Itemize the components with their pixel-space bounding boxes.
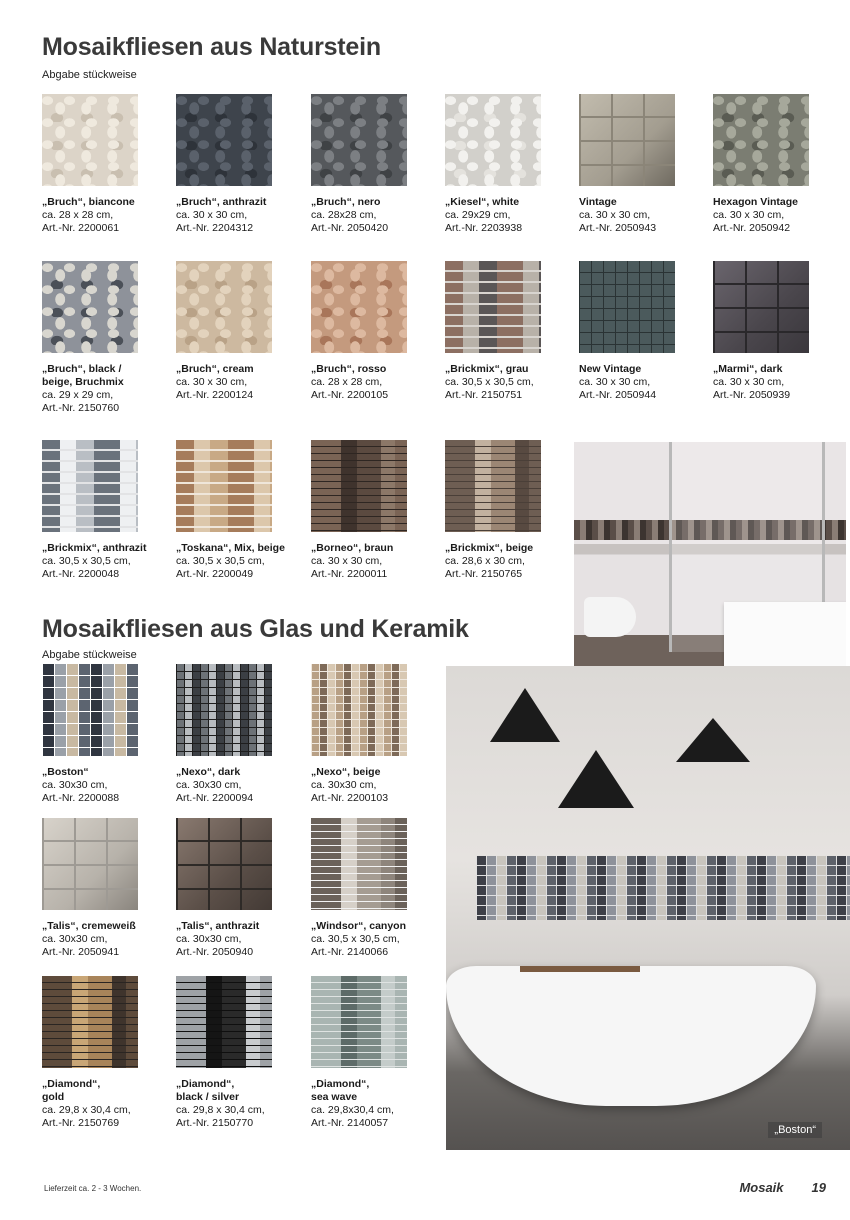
product-tile[interactable] [42, 261, 170, 415]
product-tile[interactable] [176, 261, 304, 402]
product-name-line2: sea wave [311, 1091, 358, 1103]
product-name: Vintage [579, 196, 617, 208]
product-tile[interactable] [176, 976, 304, 1130]
product-swatch [713, 94, 809, 186]
product-size: ca. 28 x 28 cm, [42, 209, 114, 221]
toilet [584, 597, 636, 637]
product-tile[interactable] [713, 94, 841, 235]
product-article: Art.-Nr. 2204312 [176, 222, 254, 234]
product-swatch [176, 261, 272, 353]
product-article: Art.-Nr. 2150751 [445, 389, 523, 401]
product-swatch [311, 261, 407, 353]
pendant-lamp [676, 718, 750, 762]
product-article: Art.-Nr. 2050420 [311, 222, 389, 234]
product-swatch [42, 976, 138, 1068]
product-article: Art.-Nr. 2200094 [176, 792, 254, 804]
product-name: „Brickmix“, grau [445, 363, 529, 375]
product-tile[interactable] [176, 664, 304, 805]
product-article: Art.-Nr. 2150769 [42, 1117, 120, 1129]
product-name: „Bruch“, nero [311, 196, 381, 208]
product-size: ca. 30x30 cm, [42, 779, 108, 791]
product-tile[interactable] [176, 818, 304, 959]
product-name-line2: black / silver [176, 1091, 240, 1103]
mosaic-wall-band [476, 856, 850, 920]
product-tile[interactable] [42, 94, 170, 235]
product-swatch [311, 440, 407, 532]
product-article: Art.-Nr. 2140066 [311, 946, 389, 958]
product-size: ca. 30x30 cm, [42, 933, 108, 945]
product-size: ca. 30 x 30 cm, [579, 209, 651, 221]
product-swatch [713, 261, 809, 353]
product-size: ca. 30 x 30 cm, [176, 376, 248, 388]
product-name: „Bruch“, cream [176, 363, 254, 375]
product-tile[interactable] [176, 94, 304, 235]
product-swatch [311, 664, 407, 756]
photo-caption: „Boston“ [768, 1122, 822, 1138]
product-size: ca. 29,8 x 30,4 cm, [176, 1104, 265, 1116]
product-name: „Nexo“, beige [311, 766, 381, 778]
product-name-line2: gold [42, 1091, 65, 1103]
product-name: „Brickmix“, beige [445, 542, 534, 554]
product-swatch [42, 818, 138, 910]
product-name: „Brickmix“, anthrazit [42, 542, 147, 554]
product-name: „Diamond“, [42, 1078, 101, 1090]
product-size: ca. 28 x 28 cm, [311, 376, 383, 388]
product-size: ca. 29,8x30,4 cm, [311, 1104, 394, 1116]
pendant-lamp [490, 688, 560, 742]
product-article: Art.-Nr. 2200088 [42, 792, 120, 804]
section-subtitle-naturstein: Abgabe stückweise [42, 69, 137, 81]
product-swatch [176, 440, 272, 532]
footer-category: Mosaik [739, 1180, 784, 1195]
product-swatch [445, 440, 541, 532]
section-title-naturstein: Mosaikfliesen aus Naturstein [42, 33, 381, 61]
product-size: ca. 29,8 x 30,4 cm, [42, 1104, 131, 1116]
product-article: Art.-Nr. 2050941 [42, 946, 120, 958]
product-swatch [311, 94, 407, 186]
product-tile[interactable] [311, 664, 439, 805]
product-tile[interactable] [42, 818, 170, 959]
product-name: „Talis“, cremeweiß [42, 920, 136, 932]
product-tile[interactable] [42, 976, 170, 1130]
product-swatch [42, 261, 138, 353]
product-swatch [445, 94, 541, 186]
bathtub [446, 966, 816, 1106]
product-name: „Kiesel“, white [445, 196, 520, 208]
delivery-note: Lieferzeit ca. 2 - 3 Wochen. [44, 1184, 142, 1193]
product-tile[interactable] [311, 261, 439, 402]
product-name-line2: beige, Bruchmix [42, 376, 124, 388]
product-name: „Bruch“, black / [42, 363, 122, 375]
product-tile[interactable] [311, 440, 439, 581]
product-size: ca. 30,5 x 30,5 cm, [311, 933, 400, 945]
product-article: Art.-Nr. 2200105 [311, 389, 389, 401]
product-article: Art.-Nr. 2200011 [311, 568, 388, 580]
product-size: ca. 29x29 cm, [445, 209, 511, 221]
product-swatch [42, 664, 138, 756]
product-swatch [311, 976, 407, 1068]
pendant-lamp [558, 750, 634, 808]
product-swatch [176, 976, 272, 1068]
product-article: Art.-Nr. 2150770 [176, 1117, 254, 1129]
product-name: „Bruch“, rosso [311, 363, 387, 375]
product-size: ca. 30,5 x 30,5 cm, [42, 555, 131, 567]
product-name: „Borneo“, braun [311, 542, 394, 554]
product-tile[interactable] [713, 261, 841, 402]
product-article: Art.-Nr. 2200049 [176, 568, 254, 580]
product-name: „Bruch“, anthrazit [176, 196, 267, 208]
product-article: Art.-Nr. 2140057 [311, 1117, 389, 1129]
sink [724, 602, 850, 672]
product-size: ca. 30,5 x 30,5 cm, [445, 376, 534, 388]
product-swatch [42, 94, 138, 186]
section-title-glas-keramik: Mosaikfliesen aus Glas und Keramik [42, 615, 469, 643]
product-swatch [176, 94, 272, 186]
product-size: ca. 28,6 x 30 cm, [445, 555, 525, 567]
product-article: Art.-Nr. 2150765 [445, 568, 523, 580]
product-swatch [579, 261, 675, 353]
product-article: Art.-Nr. 2200061 [42, 222, 120, 234]
page-number: 19 [811, 1180, 826, 1195]
product-swatch [579, 94, 675, 186]
product-tile[interactable] [579, 261, 707, 402]
product-swatch [42, 440, 138, 532]
product-size: ca. 30 x 30 cm, [176, 209, 248, 221]
bathroom-photo-bathtub [446, 666, 850, 1150]
product-name: „Nexo“, dark [176, 766, 241, 778]
tub-tray [520, 966, 640, 972]
product-size: ca. 28x28 cm, [311, 209, 377, 221]
product-swatch [445, 261, 541, 353]
product-article: Art.-Nr. 2150760 [42, 402, 120, 414]
product-tile[interactable] [311, 818, 439, 959]
product-article: Art.-Nr. 2050942 [713, 222, 791, 234]
product-tile[interactable] [311, 94, 439, 235]
product-name: „Diamond“, [311, 1078, 370, 1090]
product-tile[interactable] [42, 440, 170, 581]
product-name: „Boston“ [42, 766, 89, 778]
product-name: „Marmi“, dark [713, 363, 783, 375]
product-article: Art.-Nr. 2050940 [176, 946, 254, 958]
product-size: ca. 30 x 30 cm, [579, 376, 651, 388]
product-swatch [176, 664, 272, 756]
product-article: Art.-Nr. 2200103 [311, 792, 389, 804]
product-tile[interactable] [176, 440, 304, 581]
product-name: „Bruch“, biancone [42, 196, 135, 208]
product-size: ca. 30x30 cm, [176, 779, 242, 791]
product-name: „Windsor“, canyon [311, 920, 406, 932]
product-article: Art.-Nr. 2203938 [445, 222, 523, 234]
product-name: „Talis“, anthrazit [176, 920, 260, 932]
product-tile[interactable] [42, 664, 170, 805]
product-name: „Toskana“, Mix, beige [176, 542, 285, 554]
product-tile[interactable] [445, 440, 573, 581]
product-article: Art.-Nr. 2050943 [579, 222, 657, 234]
product-tile[interactable] [445, 261, 573, 402]
product-size: ca. 30,5 x 30,5 cm, [176, 555, 265, 567]
product-tile[interactable] [311, 976, 439, 1130]
product-article: Art.-Nr. 2050944 [579, 389, 657, 401]
product-article: Art.-Nr. 2200048 [42, 568, 120, 580]
product-size: ca. 30x30 cm, [176, 933, 242, 945]
product-name: Hexagon Vintage [713, 196, 798, 208]
product-swatch [311, 818, 407, 910]
product-name: New Vintage [579, 363, 642, 375]
product-size: ca. 30 x 30 cm, [713, 209, 785, 221]
product-swatch [176, 818, 272, 910]
product-name: „Diamond“, [176, 1078, 235, 1090]
product-size: ca. 29 x 29 cm, [42, 389, 114, 401]
product-size: ca. 30 x 30 cm, [311, 555, 383, 567]
product-tile[interactable] [445, 94, 573, 235]
product-size: ca. 30x30 cm, [311, 779, 377, 791]
section-subtitle-glas-keramik: Abgabe stückweise [42, 649, 137, 661]
product-article: Art.-Nr. 2200124 [176, 389, 254, 401]
product-article: Art.-Nr. 2050939 [713, 389, 791, 401]
product-tile[interactable] [579, 94, 707, 235]
page-footer [739, 1180, 826, 1195]
product-size: ca. 30 x 30 cm, [713, 376, 785, 388]
